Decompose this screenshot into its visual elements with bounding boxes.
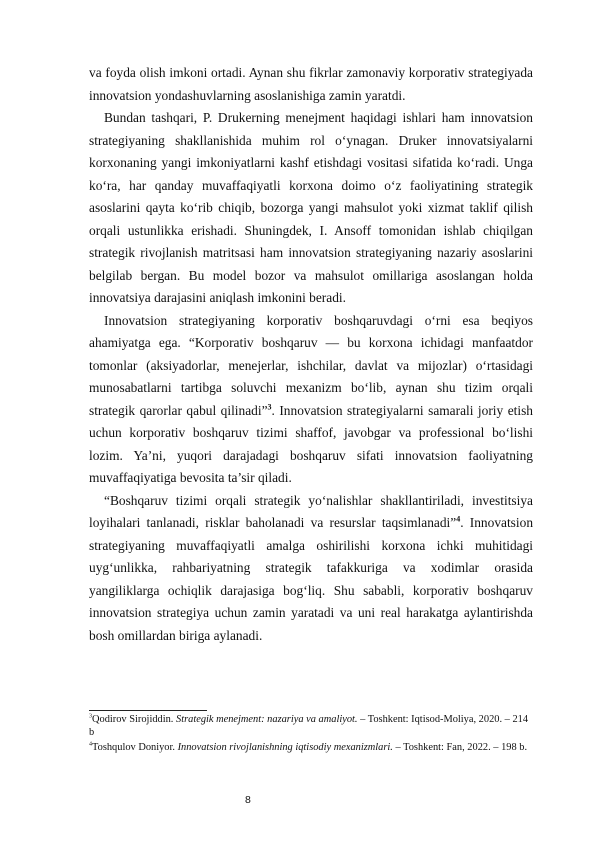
paragraph-4 — [89, 490, 533, 648]
footnote-separator — [89, 710, 207, 711]
footnote-3-title: Strategik menejment: nazariya va amaliyot. — [176, 714, 358, 725]
paragraph-4-text-b: . Innovatsion strategiyaning muvaffaqiyatli amalga oshirilishi korxona ichki muhitidagi uyg‘unlikka, rahbariyatning strategik tafakkuriga va xodimlar orasida yangiliklarga ochiqlik darajasiga bog‘liq. Shu sababli, korporativ boshqaruv innovatsion strategiya uchun zamin yaratadi va uni real harakatga aylantirishda bosh omillardan biriga aylanadi. — [89, 515, 534, 643]
footnote-ref-4[interactable]: 4 — [456, 514, 461, 524]
page-number: 8 — [245, 794, 251, 806]
paragraph-3 — [89, 310, 533, 490]
paragraph-3-text-a: Innovatsion strategiyaning korporativ boshqaruvdagi o‘rni esa beqiyos ahamiyatga ega. “Korporativ boshqaruv — bu korxona ichidagi manfaatdor tomonlar (aksiyadorlar, menejerlar, ishchilar, davlat va mijozlar) o‘rtasidagi munosabatlarni tartibga soluvchi mexanizm bo‘lib, aynan shu tizim orqali strategik qarorlar qabul qilinadi” — [89, 312, 533, 418]
footnote-3-details: – Toshkent: Iqtisod-Moliya, 2020. – 214 b — [89, 714, 529, 738]
footnote-3-author: Qodirov Sirojiddin. — [92, 714, 176, 725]
paragraph-1: va foyda olish imkoni ortadi. Aynan shu fikrlar zamonaviy korporativ strategiyada innovatsion yondashuvlarning asoslanishiga zamin yaratdi. — [89, 65, 533, 103]
paragraph-4-text-a: “Boshqaruv tizimi orqali strategik yo‘nalishlar shakllantiriladi, investitsiya loyihalari tanlanadi, risklar baholanadi va resurslar taqsimlanadi” — [89, 492, 533, 530]
paragraph-2: Bundan tashqari, P. Drukerning menejment haqidagi ishlari ham innovatsion strategiyaning shakllanishida muhim rol o‘ynagan. Druker innovatsiyalarni korxonaning yangi imkoniyatlarni kashf etishdagi vositasi sifatida ko‘radi. Unga ko‘ra, har qanday muvaffaqiyatli korxona doimo o‘z faoliyatining strategik asoslarini qayta ko‘rib chiqib, bozorga yangi mahsulot yoki xizmat taklif qilish orqali ustunlikka erishadi. Shuningdek, I. Ansoff tomonidan ishlab chiqilgan strategik rivojlanish matritsasi ham innovatsion strategiyaning nazariy asoslarini belgilab bergan. Bu model bozor va mahsulot omillariga asoslangan holda innovatsiya darajasini aniqlash imkonini beradi. — [89, 110, 533, 305]
footnote-ref-3[interactable]: 3 — [267, 402, 272, 412]
page-body — [89, 62, 533, 647]
footnote-4-title: Innovatsion rivojlanishning iqtisodiy mexanizmlari. — [177, 742, 393, 753]
paragraph-3-text-b: . Innovatsion strategiyalarni samarali joriy etish uchun korporativ boshqaruv tizimi shaffof, javobgar va professional bo‘lishi lozim. Ya’ni, yuqori darajadagi boshqaruv sifati innovatsion faoliyatning muvaffaqiyatiga bevosita ta’sir qiladi. — [89, 402, 533, 485]
footnote-4-details: – Toshkent: Fan, 2022. – 198 b. — [392, 742, 528, 753]
footnotes — [89, 713, 533, 756]
footnote-3-number: 3 — [89, 713, 92, 720]
footnote-4-author: Toshqulov Doniyor. — [92, 742, 178, 753]
footnote-4-number: 4 — [89, 741, 92, 748]
footnote-3 — [89, 713, 533, 739]
footnote-4 — [89, 741, 533, 754]
